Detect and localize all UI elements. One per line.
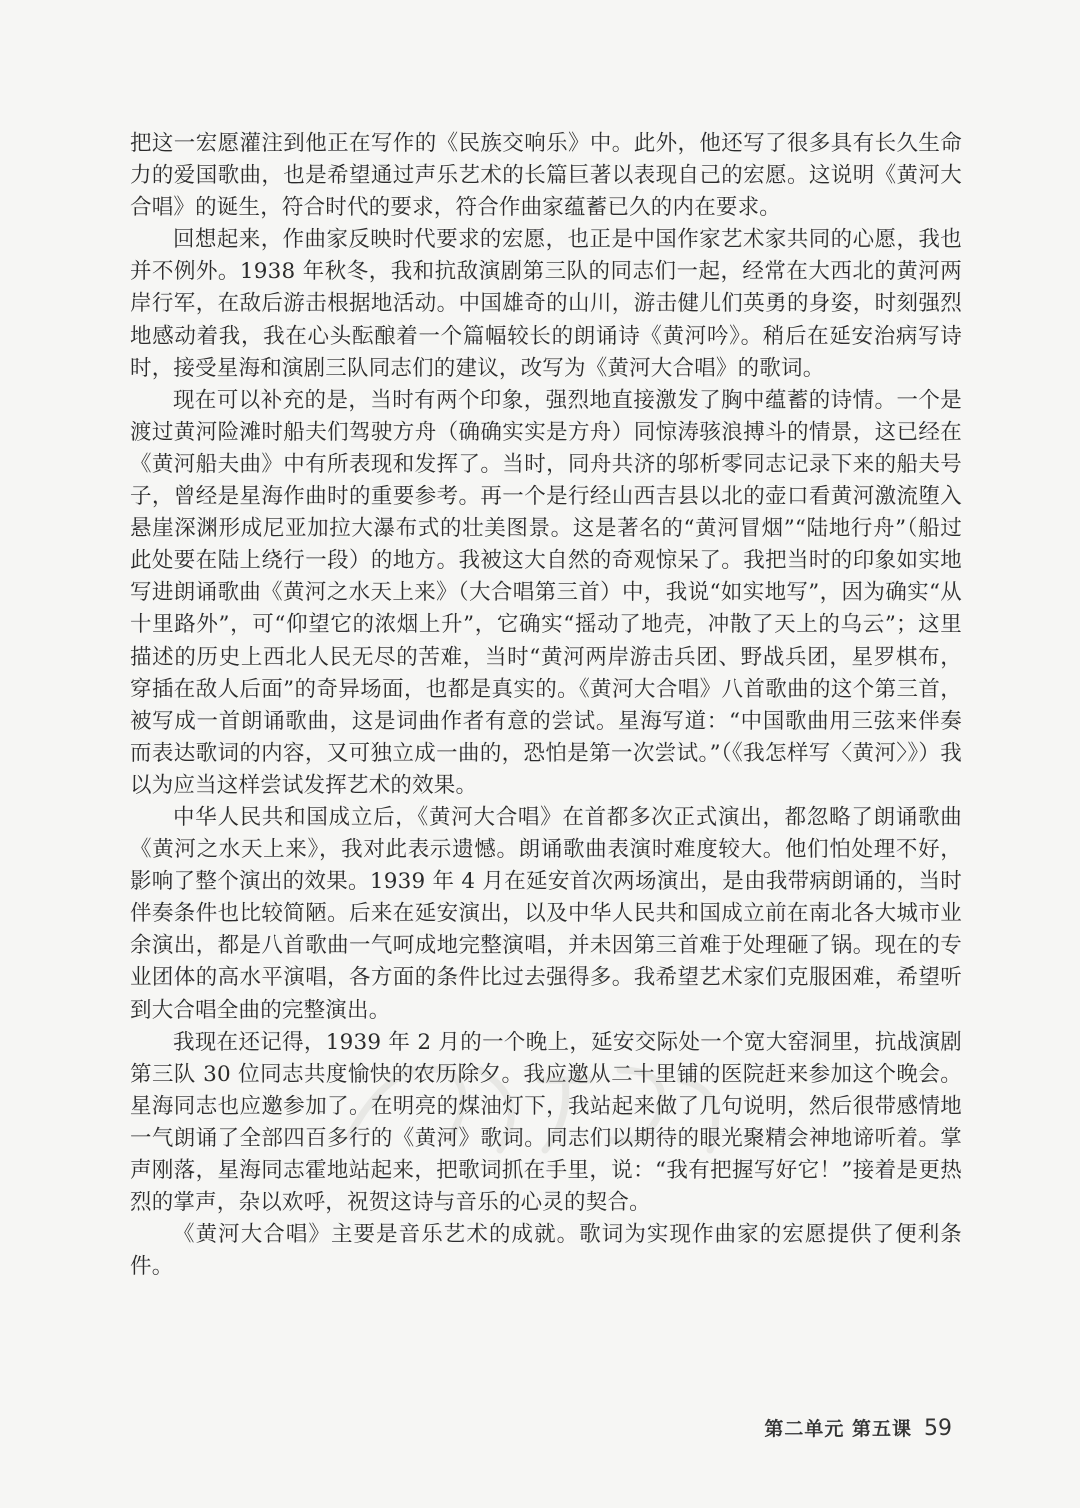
article-body [130,128,962,1283]
paragraph-4: 中华人民共和国成立后，《黄河大合唱》在首都多次正式演出，都忽略了朗诵歌曲《黄河之水天上来》，我对此表示遗憾。朗诵歌曲表演时难度较大。他们怕处理不好，影响了整个演出的效果。1939 年 4 月在延安首次两场演出，是由我带病朗诵的，当时伴奏条件也比较简陋。后来在延安演出，以及中华人民共和国成立前在南北各大城市业余演出，都是八首歌曲一气呵成地完整演唱，并未因第三首难于处理砸了锅。现在的专业团体的高水平演唱，各方面的条件比过去强得多。我希望艺术家们克服困难，希望听到大合唱全曲的完整演出。 [130,804,962,1023]
page-footer [764,1414,952,1441]
paragraph-5: 我现在还记得，1939 年 2 月的一个晚上，延安交际处一个宽大窑洞里，抗战演剧第三队 30 位同志共度愉快的农历除夕。我应邀从二十里铺的医院赶来参加这个晚会。星海同志也应邀参加了。在明亮的煤油灯下，我站起来做了几句说明，然后很带感情地一气朗诵了全部四百多行的《黄河》歌词。同志们以期待的眼光聚精会神地谛听着。掌声刚落，星海同志霍地站起来，把歌词抓在手里，说：“我有把握写好它！”接着是更热烈的掌声，杂以欢呼，祝贺这诗与音乐的心灵的契合。 [130,1029,962,1216]
page-number: 59 [924,1416,952,1441]
paragraph-1: 把这一宏愿灌注到他正在写作的《民族交响乐》中。此外，他还写了很多具有长久生命力的爱国歌曲，也是希望通过声乐艺术的长篇巨著以表现自己的宏愿。这说明《黄河大合唱》的诞生，符合时代的要求，符合作曲家蕴蓄已久的内在要求。 [130,131,962,221]
unit-lesson-label: 第二单元 第五课 [764,1418,912,1440]
paragraph-2: 回想起来，作曲家反映时代要求的宏愿，也正是中国作家艺术家共同的心愿，我也并不例外。1938 年秋冬，我和抗敌演剧第三队的同志们一起，经常在大西北的黄河两岸行军，在敌后游击根据地活动。中国雄奇的山川，游击健儿们英勇的身姿，时刻强烈地感动着我，我在心头酝酿着一个篇幅较长的朗诵诗《黄河吟》。稍后在延安治病写诗时，接受星海和演剧三队同志们的建议，改写为《黄河大合唱》的歌词。 [130,227,962,381]
paragraph-3: 现在可以补充的是，当时有两个印象，强烈地直接激发了胸中蕴蓄的诗情。一个是渡过黄河险滩时船夫们驾驶方舟（确确实实是方舟）同惊涛骇浪搏斗的情景，这已经在《黄河船夫曲》中有所表现和发挥了。当时，同舟共济的邬析零同志记录下来的船夫号子，曾经是星海作曲时的重要参考。再一个是行经山西吉县以北的壶口看黄河激流堕入悬崖深渊形成尼亚加拉大瀑布式的壮美图景。这是著名的“黄河冒烟”“陆地行舟”（船过此处要在陆上绕行一段）的地方。我被这大自然的奇观惊呆了。我把当时的印象如实地写进朗诵歌曲《黄河之水天上来》（大合唱第三首）中，我说“如实地写”，因为确实“从十里路外”，可“仰望它的浓烟上升”，它确实“摇动了地壳，冲散了天上的乌云”；这里描述的历史上西北人民无尽的苦难，当时“黄河两岸游击兵团、野战兵团，星罗棋布，穿插在敌人后面”的奇异场面，也都是真实的。《黄河大合唱》八首歌曲的这个第三首，被写成一首朗诵歌曲，这是词曲作者有意的尝试。星海写道：“中国歌曲用三弦来伴奏而表达歌词的内容，又可独立成一曲的，恐怕是第一次尝试。”（《我怎样写〈黄河〉》）我以为应当这样尝试发挥艺术的效果。 [130,387,962,798]
paragraph-6: 《黄河大合唱》主要是音乐艺术的成就。歌词为实现作曲家的宏愿提供了便利条件。 [130,1222,962,1280]
